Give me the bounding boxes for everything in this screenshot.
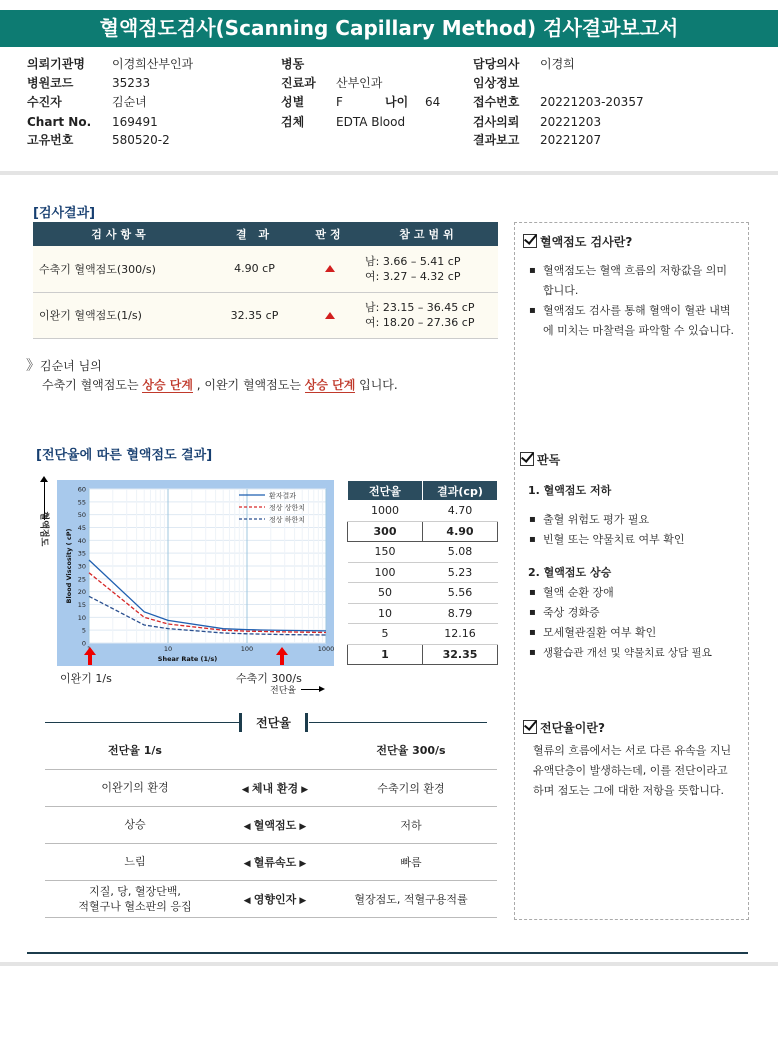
receipt-label: 접수번호 bbox=[473, 95, 520, 109]
low-title: 1. 혈액점도 저하 bbox=[528, 484, 612, 497]
y-tick-label: 50 bbox=[77, 511, 86, 520]
shear-header-row bbox=[348, 481, 498, 501]
table-row bbox=[45, 880, 497, 917]
comp-mid-cell bbox=[225, 769, 325, 806]
shear-def-title-text: 전단율이란? bbox=[540, 721, 605, 735]
triangle-left-icon: ◀ bbox=[243, 858, 254, 869]
result-ref bbox=[359, 292, 498, 338]
x-tick-label: 10 bbox=[163, 645, 173, 653]
request-label: 검사의뢰 bbox=[473, 115, 520, 129]
comparison-body bbox=[45, 769, 497, 917]
table-row bbox=[348, 521, 498, 542]
checkbox-icon bbox=[523, 234, 537, 248]
shear-value-cell: 5.23 bbox=[423, 562, 498, 583]
arrow-head bbox=[319, 686, 325, 692]
diastolic-arrow-stem bbox=[88, 655, 92, 665]
comparison-title-bar-right bbox=[305, 713, 308, 732]
report-value: 20221207 bbox=[540, 133, 602, 147]
col-value: 결 과 bbox=[208, 222, 301, 246]
col-item: 검사항목 bbox=[33, 222, 208, 246]
section-divider bbox=[0, 171, 778, 175]
footer-divider bbox=[0, 962, 778, 966]
shear-value-cell: 4.90 bbox=[423, 521, 498, 542]
shear-rate-label: 전단율 bbox=[270, 686, 297, 696]
y-tick-label: 55 bbox=[77, 498, 86, 507]
report-title: 혈액점도검사(Scanning Capillary Method) 검사결과보고서 bbox=[0, 10, 778, 47]
result-item: 수축기 혈액점도(300/s) bbox=[33, 246, 208, 292]
y-tick-label: 20 bbox=[77, 588, 86, 597]
result-ref bbox=[359, 246, 498, 292]
triangle-left-icon: ◀ bbox=[243, 895, 254, 906]
col-result: 결과(cp) bbox=[423, 481, 498, 501]
results-section-title: [검사결과] bbox=[33, 206, 96, 221]
table-row bbox=[45, 769, 497, 806]
y-tick-label: 40 bbox=[77, 536, 86, 545]
chart-label: Chart No. bbox=[27, 115, 92, 129]
table-row bbox=[348, 644, 498, 665]
low-item: ▪ 출혈 위험도 평가 필요 bbox=[529, 510, 744, 530]
ref-male: 남: 23.15 – 36.45 cP bbox=[365, 301, 475, 314]
comp-mid-label: 영향인자 bbox=[253, 892, 297, 906]
legend-label: 정상 하한치 bbox=[269, 516, 306, 524]
comp-right-cell: 혈장점도, 적혈구용적률 bbox=[325, 880, 497, 917]
table-row bbox=[33, 246, 498, 292]
shear-rate-cell: 100 bbox=[348, 562, 423, 583]
comp-mid-label: 혈류속도 bbox=[253, 855, 297, 869]
col-rate: 전단율 bbox=[348, 481, 423, 501]
uid-value: 580520-2 bbox=[112, 133, 170, 147]
increase-arrow-icon bbox=[325, 265, 335, 272]
high-item: ▪ 죽상 경화증 bbox=[529, 603, 744, 623]
y-tick-label: 35 bbox=[77, 549, 86, 558]
comp-left-cell: 느림 bbox=[45, 843, 225, 880]
table-row bbox=[348, 603, 498, 624]
result-value: 4.90 cP bbox=[208, 246, 301, 292]
checkbox-icon bbox=[520, 452, 534, 466]
comp-left-cell: 지질, 당, 혈장단백, 적혈구나 혈소판의 응집 bbox=[45, 880, 225, 917]
table-row bbox=[348, 562, 498, 583]
comp-mid-label: 혈액점도 bbox=[253, 818, 297, 832]
table-row bbox=[45, 843, 497, 880]
comp-mid-cell bbox=[225, 880, 325, 917]
summary-post: 입니다. bbox=[355, 378, 398, 392]
footer-line bbox=[27, 952, 748, 954]
summary-pre: 수축기 혈액점도는 bbox=[42, 378, 143, 392]
y-tick-label: 5 bbox=[81, 626, 86, 635]
chart-ylabel-outer: 혈액점도 bbox=[38, 511, 49, 547]
chart-value: 169491 bbox=[112, 115, 158, 129]
shear-rate-cell: 5 bbox=[348, 624, 423, 645]
col-ref: 참고범위 bbox=[359, 222, 498, 246]
shear-rate-cell: 150 bbox=[348, 542, 423, 563]
y-axis-label: Blood Viscosity ( cP) bbox=[65, 528, 73, 604]
shear-rate-cell: 10 bbox=[348, 603, 423, 624]
hospital-label: 의뢰기관명 bbox=[27, 57, 85, 71]
request-value: 20221203 bbox=[540, 115, 602, 129]
arrow-right-icon bbox=[301, 689, 323, 690]
ref-female: 여: 18.20 – 27.36 cP bbox=[365, 316, 475, 329]
comparison-divider-right bbox=[309, 722, 487, 723]
uid-label: 고유번호 bbox=[27, 133, 74, 147]
chart-axes bbox=[57, 480, 334, 666]
diastolic-arrow-icon bbox=[84, 647, 96, 655]
triangle-right-icon: ▶ bbox=[298, 784, 309, 795]
patient-label: 수진자 bbox=[27, 95, 62, 109]
table-row bbox=[348, 624, 498, 645]
shear-section-title: [전단율에 따른 혈액점도 결과] bbox=[36, 448, 213, 463]
systolic-label: 수축기 300/s bbox=[236, 672, 302, 685]
results-table bbox=[33, 222, 498, 339]
result-summary bbox=[26, 357, 398, 395]
comp-right-cell: 수축기의 환경 bbox=[325, 769, 497, 806]
age-label: 나이 bbox=[385, 95, 409, 109]
y-tick-label: 15 bbox=[77, 601, 86, 609]
ref-male: 남: 3.66 – 5.41 cP bbox=[365, 254, 461, 268]
doctor-label: 담당의사 bbox=[473, 57, 520, 71]
shear-rate-cell: 50 bbox=[348, 583, 423, 604]
x-axis-label-outer bbox=[270, 683, 323, 696]
age-value: 64 bbox=[425, 95, 441, 109]
increase-arrow-icon bbox=[325, 312, 335, 319]
comp-left-cell: 이완기의 환경 bbox=[45, 769, 225, 806]
result-item: 이완기 혈액점도(1/s) bbox=[33, 292, 208, 338]
comparison-header-row bbox=[45, 732, 497, 769]
legend-label: 환자결과 bbox=[269, 492, 297, 500]
col-judge: 판정 bbox=[301, 222, 359, 246]
shear-value-cell: 32.35 bbox=[423, 644, 498, 665]
dept-value: 산부인과 bbox=[336, 76, 383, 90]
what-title-text: 혈액점도 검사란? bbox=[540, 235, 633, 249]
shear-table-body bbox=[348, 501, 498, 665]
shear-def-title bbox=[523, 719, 605, 736]
triangle-right-icon: ▶ bbox=[296, 858, 307, 869]
ward-label: 병동 bbox=[281, 57, 305, 71]
shear-value-cell: 5.08 bbox=[423, 542, 498, 563]
y-tick-label: 0 bbox=[81, 639, 86, 648]
sex-label: 성별 bbox=[281, 95, 305, 109]
triangle-right-icon: ▶ bbox=[296, 821, 307, 832]
code-value: 35233 bbox=[112, 76, 151, 90]
table-row bbox=[348, 501, 498, 522]
y-axis-arrow-head bbox=[40, 476, 48, 482]
specimen-value: EDTA Blood bbox=[336, 115, 406, 129]
low-item: ▪ 빈혈 또는 약물치료 여부 확인 bbox=[529, 530, 744, 550]
summary-line1: 김순녀 님의 bbox=[40, 359, 102, 373]
patient-value: 김순녀 bbox=[112, 95, 147, 109]
y-tick-label: 10 bbox=[77, 613, 86, 622]
comp-right-cell: 저하 bbox=[325, 806, 497, 843]
triangle-left-icon: ◀ bbox=[241, 784, 252, 795]
comp-col-mid bbox=[225, 732, 325, 769]
high-title: 2. 혈액점도 상승 bbox=[528, 566, 612, 579]
doctor-value: 이경희 bbox=[540, 57, 575, 71]
judge-title bbox=[520, 451, 560, 468]
x-axis-label: Shear Rate (1/s) bbox=[157, 655, 218, 663]
viscosity-chart bbox=[57, 480, 334, 666]
shear-value-cell: 5.56 bbox=[423, 583, 498, 604]
systolic-status: 상승 단계 bbox=[142, 378, 193, 392]
shear-table bbox=[347, 480, 498, 665]
y-tick-label: 45 bbox=[77, 524, 86, 532]
comp-right-cell: 빠름 bbox=[325, 843, 497, 880]
comp-mid-cell bbox=[225, 806, 325, 843]
y-tick-label: 60 bbox=[77, 485, 86, 494]
triangle-left-icon: ◀ bbox=[243, 821, 254, 832]
x-tick-label: 1 bbox=[86, 645, 92, 653]
code-label: 병원코드 bbox=[27, 76, 74, 90]
sex-value: F bbox=[336, 95, 343, 109]
table-row bbox=[33, 292, 498, 338]
comp-left-cell: 상승 bbox=[45, 806, 225, 843]
what-item: ▪ 혈액점도 검사를 통해 혈액이 혈관 내벽에 미치는 마찰력을 파악할 수 있습니다. bbox=[529, 301, 734, 341]
receipt-value: 20221203-20357 bbox=[540, 95, 644, 109]
diastolic-status: 상승 단계 bbox=[304, 378, 356, 392]
x-tick-label: 100 bbox=[240, 645, 254, 653]
result-value: 32.35 cP bbox=[208, 292, 301, 338]
x-tick-label: 1000 bbox=[317, 645, 334, 653]
table-row bbox=[348, 542, 498, 563]
summary-mid: , 이완기 혈액점도는 bbox=[192, 378, 305, 392]
ref-female: 여: 3.27 – 4.32 cP bbox=[365, 269, 461, 283]
shear-value-cell: 12.16 bbox=[423, 624, 498, 645]
result-judge bbox=[301, 246, 359, 292]
y-tick-label: 25 bbox=[77, 575, 86, 584]
high-item: ▪ 생활습관 개선 및 약물치료 상담 필요 bbox=[529, 643, 749, 663]
dept-label: 진료과 bbox=[281, 76, 316, 90]
high-item: ▪ 혈액 순환 장애 bbox=[529, 583, 744, 603]
checkbox-icon bbox=[523, 720, 537, 734]
comparison-title: 전단율 bbox=[256, 716, 291, 730]
table-row bbox=[45, 806, 497, 843]
shear-value-cell: 4.70 bbox=[423, 501, 498, 522]
comparison-table bbox=[45, 732, 497, 918]
high-item: ▪ 모세혈관질환 여부 확인 bbox=[529, 623, 744, 643]
table-row bbox=[348, 583, 498, 604]
what-title bbox=[523, 233, 632, 250]
result-judge bbox=[301, 292, 359, 338]
hospital-value: 이경희산부인과 bbox=[112, 57, 194, 71]
comparison-divider-left bbox=[45, 722, 239, 723]
comp-mid-label: 체내 환경 bbox=[251, 781, 299, 795]
chevron-right-icon: 》 bbox=[26, 358, 40, 374]
specimen-label: 검체 bbox=[281, 115, 305, 129]
patient-info bbox=[27, 55, 777, 155]
shear-rate-cell: 1 bbox=[348, 644, 423, 665]
diastolic-label: 이완기 1/s bbox=[60, 672, 112, 685]
systolic-arrow-stem bbox=[280, 655, 284, 665]
what-item: ▪ 혈액점도는 혈액 흐름의 저항값을 의미합니다. bbox=[529, 261, 734, 301]
shear-rate-cell: 300 bbox=[348, 521, 423, 542]
shear-value-cell: 8.79 bbox=[423, 603, 498, 624]
triangle-right-icon: ▶ bbox=[296, 895, 307, 906]
comp-col-left: 전단율 1/s bbox=[45, 732, 225, 769]
comp-col-right: 전단율 300/s bbox=[325, 732, 497, 769]
legend-label: 정상 상한치 bbox=[269, 504, 306, 512]
shear-rate-cell: 1000 bbox=[348, 501, 423, 522]
clinical-label: 임상정보 bbox=[473, 76, 520, 90]
y-tick-label: 30 bbox=[77, 562, 86, 571]
comp-mid-cell bbox=[225, 843, 325, 880]
report-label: 결과보고 bbox=[473, 133, 520, 147]
systolic-arrow-icon bbox=[276, 647, 288, 655]
shear-def-text: 혈류의 흐름에서는 서로 다른 유속을 지닌 유액단층이 발생하는데, 이를 전단이라고 하며 점도는 그에 대한 저항을 뜻합니다. bbox=[533, 744, 732, 797]
judge-title-text: 판독 bbox=[537, 453, 561, 467]
results-header-row bbox=[33, 222, 498, 246]
